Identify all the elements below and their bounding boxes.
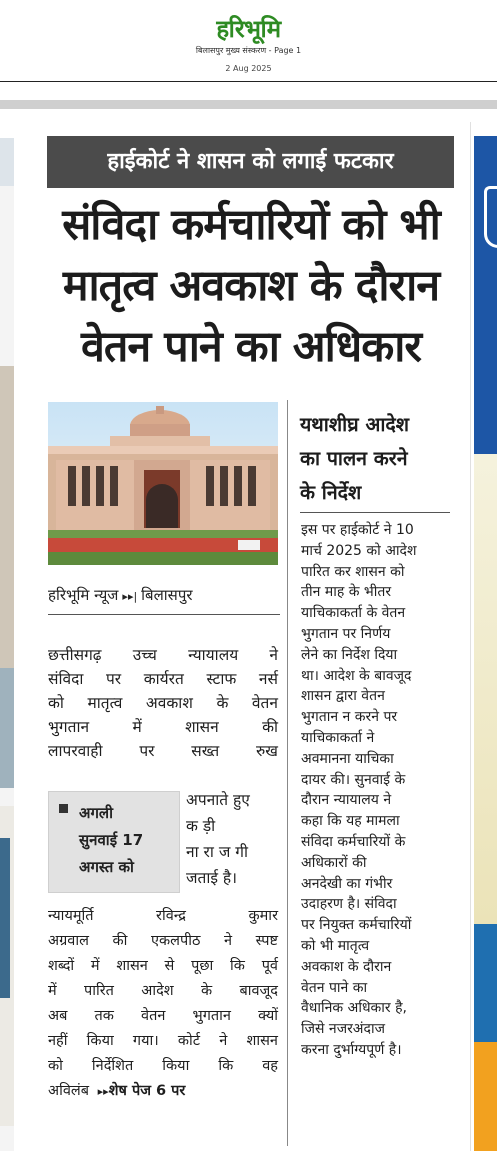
edition-date: 2 Aug 2025 xyxy=(225,64,272,73)
side-body-line: करना दुर्भाग्यपूर्ण है। xyxy=(301,1041,402,1058)
arrow-icon: ▸▸ xyxy=(97,1085,109,1098)
side-body-line: दौरान न्यायालय ने xyxy=(301,792,392,809)
side-body-line: भुगतान पर निर्णय xyxy=(301,625,391,642)
side-body-line: वैधानिक अधिकार है, xyxy=(301,1000,407,1017)
side-body-line: मार्च 2025 को आदेश xyxy=(301,542,417,559)
continued-line xyxy=(48,1079,278,1104)
square-bullet-icon xyxy=(59,804,68,813)
pull-quote-box xyxy=(48,791,180,893)
side-subheadline-divider xyxy=(300,512,450,513)
adjacent-advertisement-right-edge xyxy=(470,122,497,1151)
side-subheadline xyxy=(300,408,456,510)
side-body-line: संविदा कर्मचारियों के xyxy=(301,833,406,850)
newspaper-logo: हरिभूमि xyxy=(216,15,281,43)
body-line: लापरवाही पर सख्त रुख xyxy=(48,742,278,760)
side-body-line: तीन माह के भीतर xyxy=(301,584,392,601)
body-line: क ड़ी xyxy=(186,817,216,835)
continued-lead: अविलंब xyxy=(48,1083,90,1099)
body-line: अपनाते हुए xyxy=(186,791,250,809)
pull-quote-line: अगस्त को xyxy=(79,858,134,876)
side-body-line: दायर की। सुनवाई के xyxy=(301,771,406,788)
side-body-line: कहा कि यह मामला xyxy=(301,813,400,830)
masthead xyxy=(0,0,497,84)
side-body-line: लेने का निर्देश दिया xyxy=(301,646,398,663)
edition-label: बिलासपुर मुख्य संस्करण - Page 1 xyxy=(195,46,302,55)
side-body-line: इस पर हाईकोर्ट ने 10 xyxy=(301,522,414,538)
article-headline xyxy=(40,195,462,378)
article-kicker: हाईकोर्ट ने शासन को लगाई फटकार xyxy=(47,136,454,188)
body-column-2 xyxy=(301,520,455,1061)
body-line: जताई है। xyxy=(186,869,237,887)
body-line: को निर्देशित किया कि वह xyxy=(48,1058,278,1074)
side-body-line: भुगतान न करने पर xyxy=(301,709,398,726)
body-column-1-top xyxy=(48,643,278,763)
side-body-line: पारित कर शासन को xyxy=(301,563,405,580)
byline-source: हरिभूमि न्यूज xyxy=(48,586,119,604)
page-top-band xyxy=(0,100,497,109)
side-subheadline-line: यथाशीघ्र आदेश xyxy=(300,413,409,436)
body-line: में पारित आदेश के बावजूद xyxy=(48,983,278,999)
body-column-1-bottom xyxy=(48,904,278,1104)
side-body-line: शासन द्वारा वेतन xyxy=(301,688,385,705)
byline-place: बिलासपुर xyxy=(141,586,193,604)
byline-divider xyxy=(48,614,280,615)
side-body-line: था। आदेश के बावजूद xyxy=(301,667,412,684)
headline-line: संविदा कर्मचारियों को भी xyxy=(62,200,440,250)
body-line: संविदा पर कार्यरत स्टाफ नर्स xyxy=(48,670,278,688)
high-court-photo xyxy=(48,402,278,565)
body-line: अब तक वेतन भुगतान क्यों xyxy=(48,1008,278,1024)
body-line: शब्दों में शासन से पूछा कि पूर्व xyxy=(48,958,278,974)
body-line: को मातृत्व अवकाश के वेतन xyxy=(48,694,278,712)
body-line: भुगतान में शासन की xyxy=(48,718,278,736)
side-body-line: याचिकाकर्ता ने xyxy=(301,729,375,746)
side-body-line: याचिकाकर्ता के वेतन xyxy=(301,605,406,622)
side-subheadline-line: का पालन करने xyxy=(300,447,408,470)
body-line: छत्तीसगढ़ उच्च न्यायालय ने xyxy=(48,646,278,664)
side-body-line: पर नियुक्त कर्मचारियों xyxy=(301,917,412,934)
body-line: ना रा ज गी xyxy=(186,843,248,861)
body-line: नहीं किया गया। कोर्ट ने शासन xyxy=(48,1033,278,1049)
headline-line: वेतन पाने का अधिकार xyxy=(81,322,421,372)
side-body-line: अवमानना याचिका xyxy=(301,750,394,767)
side-body-line: अधिकारों की xyxy=(301,854,367,871)
side-body-line: उदाहरण है। संविदा xyxy=(301,896,397,913)
side-body-line: को भी मातृत्व xyxy=(301,937,370,954)
continued-link[interactable]: शेष पेज 6 पर xyxy=(108,1083,186,1099)
byline-separator: ▸▸| xyxy=(122,590,138,603)
masthead-divider xyxy=(0,81,497,82)
body-line: न्यायमूर्ति रविन्द्र कुमार xyxy=(48,908,278,924)
headline-line: मातृत्व अवकाश के दौरान xyxy=(62,261,440,311)
adjacent-article-left-edge xyxy=(0,138,14,1151)
side-body-line: जिसे नजरअंदाज xyxy=(301,1021,385,1038)
body-column-1-beside xyxy=(186,787,276,891)
body-line: अग्रवाल की एकलपीठ ने स्पष्ट xyxy=(48,933,278,949)
shield-icon xyxy=(484,186,497,248)
column-divider xyxy=(287,400,288,1146)
pull-quote-line: अगली xyxy=(79,804,113,822)
side-subheadline-line: के निर्देश xyxy=(300,481,362,504)
byline xyxy=(48,585,280,605)
side-body-line: अवकाश के दौरान xyxy=(301,958,392,975)
side-body-line: अनदेखी का गंभीर xyxy=(301,875,393,892)
pull-quote-line: सुनवाई 17 xyxy=(79,831,144,849)
side-body-line: वेतन पाने का xyxy=(301,979,368,996)
